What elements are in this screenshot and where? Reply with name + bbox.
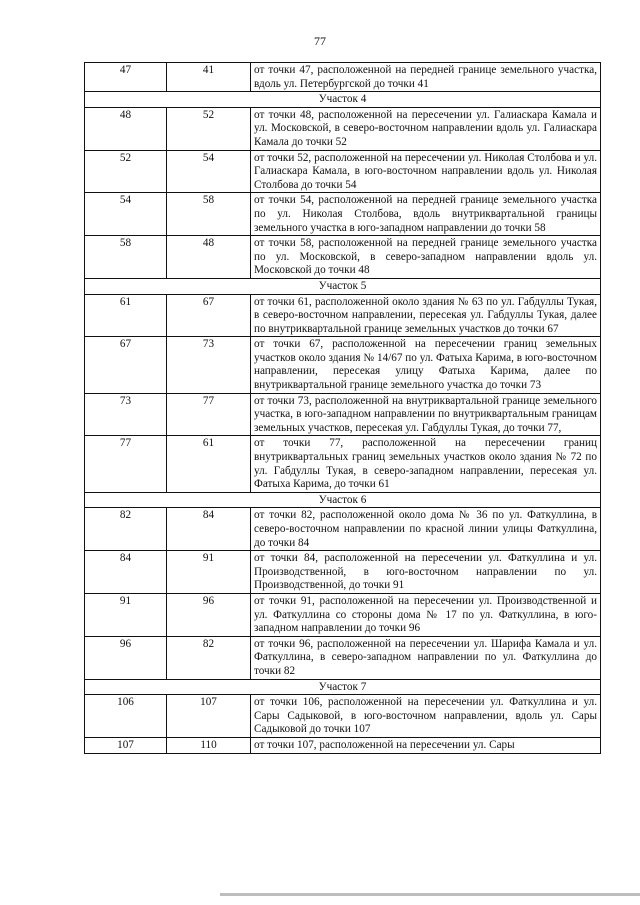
from-point: 52 — [85, 150, 167, 193]
section-title: Участок 6 — [85, 492, 601, 508]
section-header-row — [85, 679, 601, 695]
section-header-row — [85, 278, 601, 294]
to-point: 52 — [167, 107, 251, 150]
table-row — [85, 508, 601, 551]
page-number: 77 — [314, 34, 326, 48]
from-point: 58 — [85, 236, 167, 279]
from-point: 67 — [85, 337, 167, 393]
section-header-row — [85, 492, 601, 508]
to-point: 96 — [167, 593, 251, 636]
route-description: от точки 48, расположенной на пересечении ул. Галиаскара Камала и ул. Московской, в северо-восточном направлении вдоль ул. Галиаскара Камала до точки 52 — [251, 107, 601, 150]
to-point: 84 — [167, 508, 251, 551]
route-description: от точки 58, расположенной на передней границе земельного участка по ул. Московской, в северо-западном направлении вдоль ул. Московской до точки 48 — [251, 236, 601, 279]
from-point: 82 — [85, 508, 167, 551]
table-row — [85, 236, 601, 279]
from-point: 54 — [85, 193, 167, 236]
route-description: от точки 52, расположенной на пересечении ул. Николая Столбова и ул. Галиаскара Камала, в юго-восточном направлении вдоль ул. Николая Столбова до точки 54 — [251, 150, 601, 193]
route-description: от точки 54, расположенной на передней границе земельного участка по ул. Николая Столбова, вдоль внутриквартальной границы земельного участка в юго-западном направлении до точки 58 — [251, 193, 601, 236]
route-description: от точки 96, расположенной на пересечении ул. Шарифа Камала и ул. Фаткуллина, в северо-западном направлении по ул. Фаткуллина до точки 82 — [251, 636, 601, 679]
to-point: 77 — [167, 393, 251, 436]
to-point: 91 — [167, 551, 251, 594]
table-row — [85, 193, 601, 236]
from-point: 107 — [85, 737, 167, 753]
table-row — [85, 737, 601, 753]
route-description: от точки 73, расположенной на внутриквартальной границе земельного участка, в юго-западном направлении по внутриквартальным границам земельных участков, пересекая ул. Габдуллы Тукая, до точки 77, — [251, 393, 601, 436]
from-point: 77 — [85, 436, 167, 492]
boundary-table-body — [85, 63, 601, 754]
to-point: 107 — [167, 695, 251, 738]
table-row — [85, 150, 601, 193]
from-point: 106 — [85, 695, 167, 738]
to-point: 41 — [167, 63, 251, 92]
route-description: от точки 47, расположенной на передней границе земельного участка, вдоль ул. Петербургской до точки 41 — [251, 63, 601, 92]
section-title: Участок 5 — [85, 278, 601, 294]
from-point: 84 — [85, 551, 167, 594]
route-description: от точки 84, расположенной на пересечении ул. Фаткуллина и ул. Производственной, в юго-восточном направлении по ул. Производственной, до точки 91 — [251, 551, 601, 594]
section-title: Участок 4 — [85, 92, 601, 108]
to-point: 58 — [167, 193, 251, 236]
route-description: от точки 67, расположенной на пересечении границ земельных участков около здания № 14/67 по ул. Фатыха Карима, в юго-восточном направлении, пересекая улицу Фатыха Карима, далее по внутриквартальной границе земельного участка до точки 73 — [251, 337, 601, 393]
table-row — [85, 436, 601, 492]
from-point: 91 — [85, 593, 167, 636]
to-point: 82 — [167, 636, 251, 679]
to-point: 110 — [167, 737, 251, 753]
table-row — [85, 294, 601, 337]
route-description: от точки 61, расположенной около здания № 63 по ул. Габдуллы Тукая, в северо-восточном направлении, пересекая ул. Габдуллы Тукая, далее по внутриквартальной границе земельных участков до точки 67 — [251, 294, 601, 337]
route-description: от точки 106, расположенной на пересечении ул. Фаткуллина и ул. Сары Садыковой, в юго-восточном направлении, вдоль ул. Сары Садыковой до точки 107 — [251, 695, 601, 738]
scan-edge-line — [220, 893, 640, 896]
from-point: 47 — [85, 63, 167, 92]
from-point: 73 — [85, 393, 167, 436]
table-row — [85, 337, 601, 393]
section-title: Участок 7 — [85, 679, 601, 695]
route-description: от точки 82, расположенной около дома № 36 по ул. Фаткуллина, в северо-восточном направлении по красной линии улицы Фаткуллина, до точки 84 — [251, 508, 601, 551]
table-row — [85, 107, 601, 150]
from-point: 61 — [85, 294, 167, 337]
to-point: 73 — [167, 337, 251, 393]
route-description: от точки 107, расположенной на пересечении ул. Сары — [251, 737, 601, 753]
table-row — [85, 695, 601, 738]
table-row — [85, 636, 601, 679]
table-row — [85, 393, 601, 436]
table-row — [85, 593, 601, 636]
to-point: 61 — [167, 436, 251, 492]
table-row — [85, 551, 601, 594]
to-point: 54 — [167, 150, 251, 193]
to-point: 67 — [167, 294, 251, 337]
table-row — [85, 63, 601, 92]
boundary-table — [84, 62, 601, 754]
to-point: 48 — [167, 236, 251, 279]
from-point: 48 — [85, 107, 167, 150]
from-point: 96 — [85, 636, 167, 679]
route-description: от точки 91, расположенной на пересечении ул. Производственной и ул. Фаткуллина со стороны дома № 17 по ул. Фаткуллина, в юго-западном направлении до точки 96 — [251, 593, 601, 636]
section-header-row — [85, 92, 601, 108]
route-description: от точки 77, расположенной на пересечении границ внутриквартальных границ земельных участков около здания № 72 по ул. Габдуллы Тукая, в северо-западном направлении, пересекая ул. Фатыха Карима, до точки 61 — [251, 436, 601, 492]
